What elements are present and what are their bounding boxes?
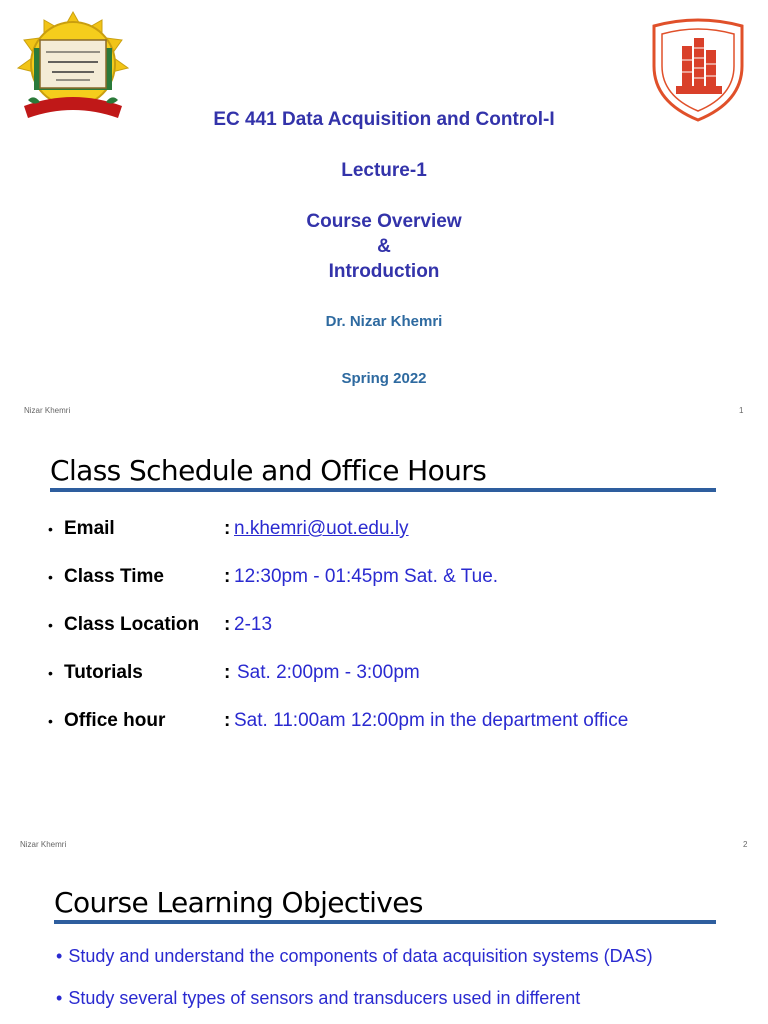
class-location-value: 2-13 (234, 614, 273, 635)
row-label: Email (64, 518, 115, 539)
university-of-tripoli-logo (14, 10, 132, 122)
objective-text: Study several types of sensors and transducers used in different (68, 988, 581, 1008)
topic-line-3: Introduction (328, 261, 440, 282)
row-label: Class Location (64, 614, 200, 635)
schedule-row-class-location (48, 610, 272, 640)
topic-line-1: Course Overview (306, 211, 462, 232)
row-separator: : (224, 710, 231, 731)
heading-underline (54, 920, 716, 924)
bullet-icon: • (48, 521, 53, 537)
lecture-topic (0, 209, 768, 284)
faculty-emblem-logo (648, 16, 748, 124)
term: Spring 2022 (341, 370, 427, 387)
bullet-icon: • (48, 665, 53, 681)
topic-line-2: & (377, 236, 391, 257)
instructor-name: Dr. Nizar Khemri (325, 313, 443, 330)
objective-text: Study and understand the components of data acquisition systems (DAS) (68, 946, 653, 966)
bullet-icon: • (56, 988, 63, 1008)
slide-footer-author: Nizar Khemri (20, 840, 67, 849)
bullet-icon: • (56, 946, 63, 966)
row-separator: : (224, 566, 231, 587)
row-separator: : (224, 614, 231, 635)
schedule-row-tutorials (48, 658, 420, 688)
schedule-row-class-time (48, 562, 498, 592)
office-hour-value: Sat. 11:00am 12:00pm in the department office (234, 710, 629, 731)
lecture-number: Lecture-1 (341, 160, 427, 181)
heading-underline (50, 488, 716, 492)
slide-heading: Class Schedule and Office Hours (50, 454, 487, 487)
row-separator: : (224, 662, 231, 683)
email-link[interactable]: n.khemri@uot.edu.ly (234, 518, 409, 539)
slide-learning-objectives (0, 862, 768, 1024)
objective-item (56, 988, 580, 1009)
bullet-icon: • (48, 569, 53, 585)
bullet-icon: • (48, 617, 53, 633)
row-label: Class Time (64, 566, 164, 587)
slide-page-number: 2 (743, 840, 748, 849)
email-value (234, 518, 409, 540)
slide-footer-author: Nizar Khemri (24, 406, 71, 415)
bullet-icon: • (48, 713, 53, 729)
course-title: EC 441 Data Acquisition and Control-I (213, 109, 555, 130)
slide-heading: Course Learning Objectives (54, 886, 423, 919)
slide-class-schedule (0, 430, 768, 862)
row-separator: : (224, 518, 231, 539)
tutorials-value: Sat. 2:00pm - 3:00pm (237, 662, 420, 683)
class-time-value: 12:30pm - 01:45pm Sat. & Tue. (234, 566, 499, 587)
objective-item (56, 946, 653, 967)
schedule-row-email (48, 514, 409, 544)
slide-page-number: 1 (739, 406, 744, 415)
schedule-row-office-hour (48, 706, 628, 736)
row-label: Tutorials (64, 662, 143, 683)
row-label: Office hour (64, 710, 166, 731)
slide-title-page (0, 0, 768, 430)
